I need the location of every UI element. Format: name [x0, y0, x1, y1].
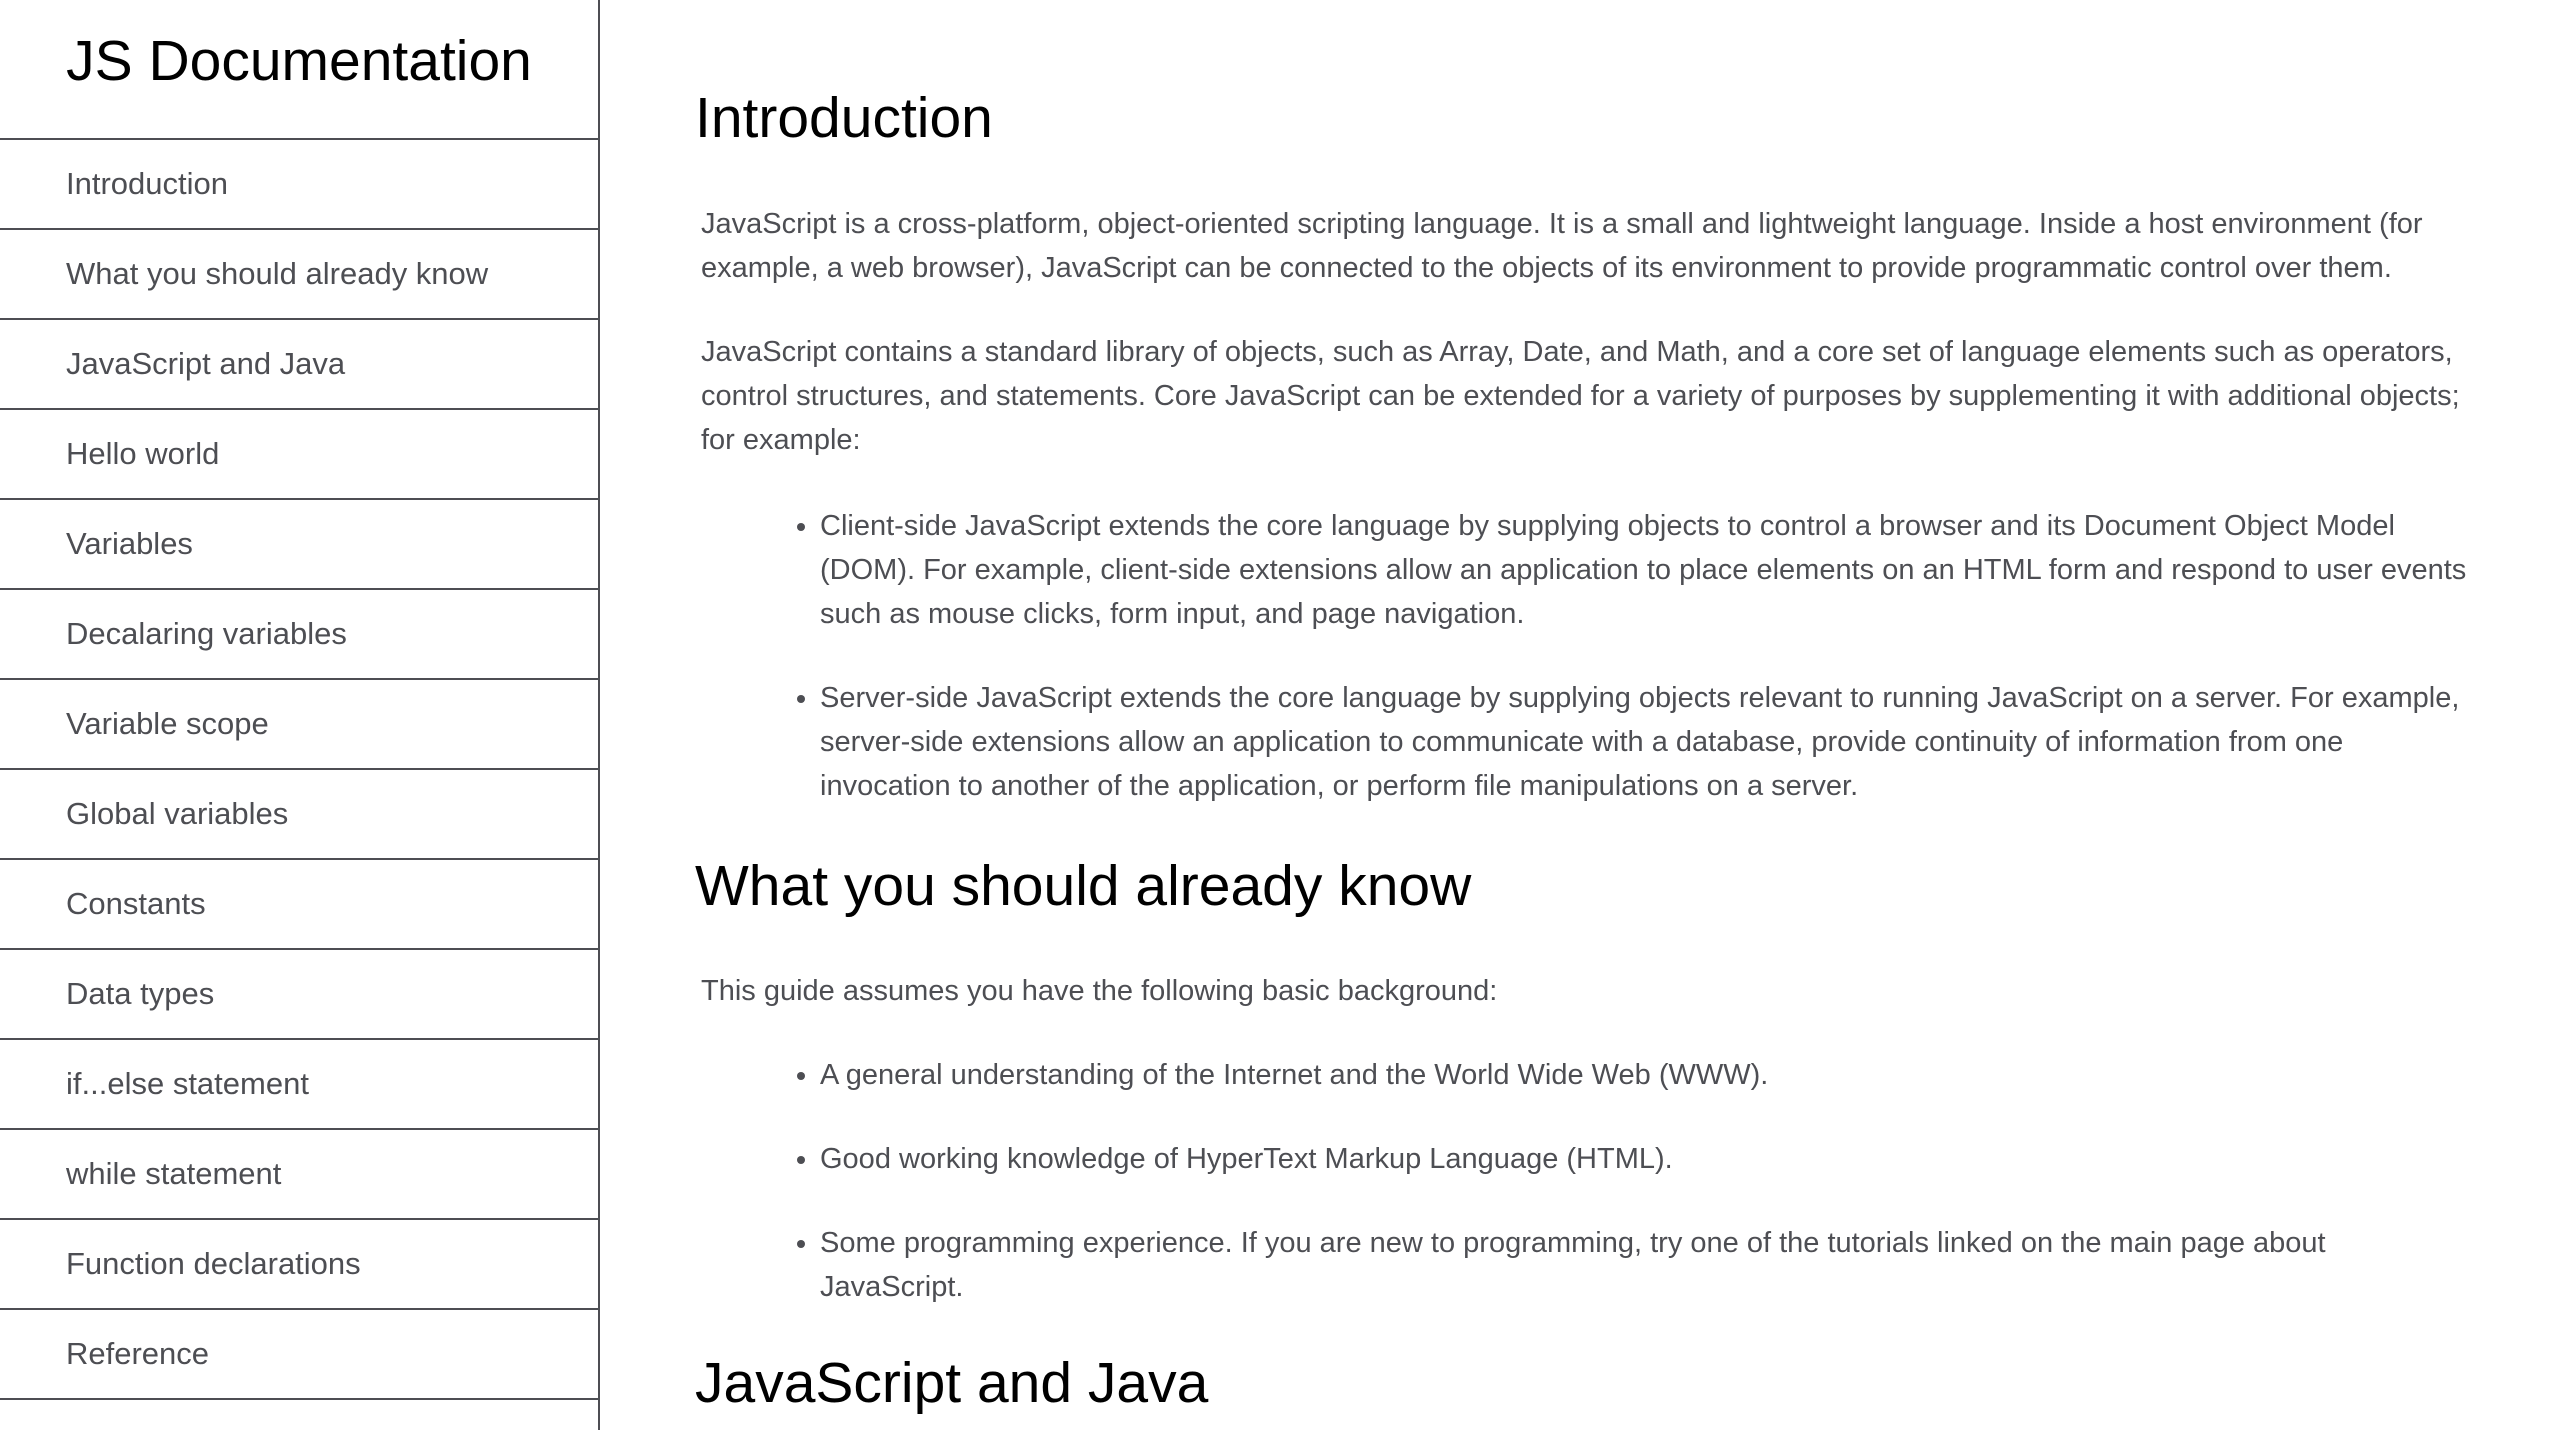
nav-link-if-else-statement[interactable]: if...else statement	[66, 1066, 309, 1101]
section-title: What you should already know	[695, 854, 1472, 919]
nav-item-hello-world[interactable]	[0, 410, 598, 500]
bullet-list	[695, 1053, 2475, 1309]
nav-item-variables[interactable]	[0, 500, 598, 590]
list-item: • Good working knowledge of HyperText Markup Language (HTML).	[820, 1137, 2475, 1181]
nav-item-variable-scope[interactable]	[0, 680, 598, 770]
nav-link-what-you-should-already-know[interactable]: What you should already know	[66, 256, 489, 291]
bullet-list	[695, 504, 2475, 808]
nav-item-what-you-should-already-know[interactable]	[0, 230, 598, 320]
nav-item-javascript-and-java[interactable]	[0, 320, 598, 410]
nav-item-function-declarations[interactable]	[0, 1220, 598, 1310]
nav-link-function-declarations[interactable]: Function declarations	[66, 1246, 361, 1281]
nav-item-declaring-variables[interactable]	[0, 590, 598, 680]
nav-item-constants[interactable]	[0, 860, 598, 950]
section-introduction	[695, 84, 2475, 808]
section-javascript-and-java	[695, 1349, 2475, 1417]
section-paragraph: JavaScript contains a standard library of objects, such as Array, Date, and Math, and a core set of language elements such as operators, control structures, and statements. Core JavaScript can be extended for a variety of purposes by supplementing it with additional objects; for example:	[701, 336, 2460, 457]
nav-link-declaring-variables[interactable]: Decalaring variables	[66, 616, 347, 651]
nav-item-reference[interactable]	[0, 1310, 598, 1400]
nav-link-javascript-and-java[interactable]: JavaScript and Java	[66, 346, 346, 381]
section-paragraph: JavaScript is a cross-platform, object-oriented scripting language. It is a small and lightweight language. Inside a host environment (for example, a web browser), JavaScript can be connected to the objects of its environment to provide programmatic control over them.	[701, 208, 2423, 285]
section-paragraph: This guide assumes you have the following basic background:	[701, 974, 1498, 1007]
nav-item-if-else-statement[interactable]	[0, 1040, 598, 1130]
nav-link-introduction[interactable]: Introduction	[66, 166, 228, 201]
navbar	[0, 0, 600, 1430]
nav-link-variable-scope[interactable]: Variable scope	[66, 706, 269, 741]
nav-item-while-statement[interactable]	[0, 1130, 598, 1220]
list-item: • Some programming experience. If you are new to programming, try one of the tutorials linked on the main page about JavaScript.	[820, 1221, 2475, 1309]
list-item: • Server-side JavaScript extends the core language by supplying objects relevant to running JavaScript on a server. For example, server-side extensions allow an application to communicate with a database, provide continuity of information from one invocation to another of the application, or perform file manipulations on a server.	[820, 676, 2475, 808]
nav-link-global-variables[interactable]: Global variables	[66, 796, 289, 831]
nav-item-introduction[interactable]	[0, 140, 598, 230]
list-item: • A general understanding of the Internet and the World Wide Web (WWW).	[820, 1053, 2475, 1097]
list-item: • Client-side JavaScript extends the core language by supplying objects to control a browser and its Document Object Model (DOM). For example, client-side extensions allow an application to place elements on an HTML form and respond to user events such as mouse clicks, form input, and page navigation.	[820, 504, 2475, 636]
section-what-you-should-already-know	[695, 852, 2475, 1308]
nav-item-global-variables[interactable]	[0, 770, 598, 860]
section-title: JavaScript and Java	[695, 1350, 1209, 1415]
nav-item-data-types[interactable]	[0, 950, 598, 1040]
nav-link-variables[interactable]: Variables	[66, 526, 193, 561]
nav-link-constants[interactable]: Constants	[66, 886, 206, 921]
nav-link-while-statement[interactable]: while statement	[66, 1156, 282, 1191]
nav-link-hello-world[interactable]: Hello world	[66, 436, 220, 471]
nav-link-reference[interactable]: Reference	[66, 1336, 210, 1371]
nav-list	[0, 140, 598, 1400]
nav-title: JS Documentation	[0, 0, 598, 140]
main-doc	[695, 0, 2475, 1430]
nav-link-data-types[interactable]: Data types	[66, 976, 215, 1011]
section-title: Introduction	[695, 86, 993, 150]
